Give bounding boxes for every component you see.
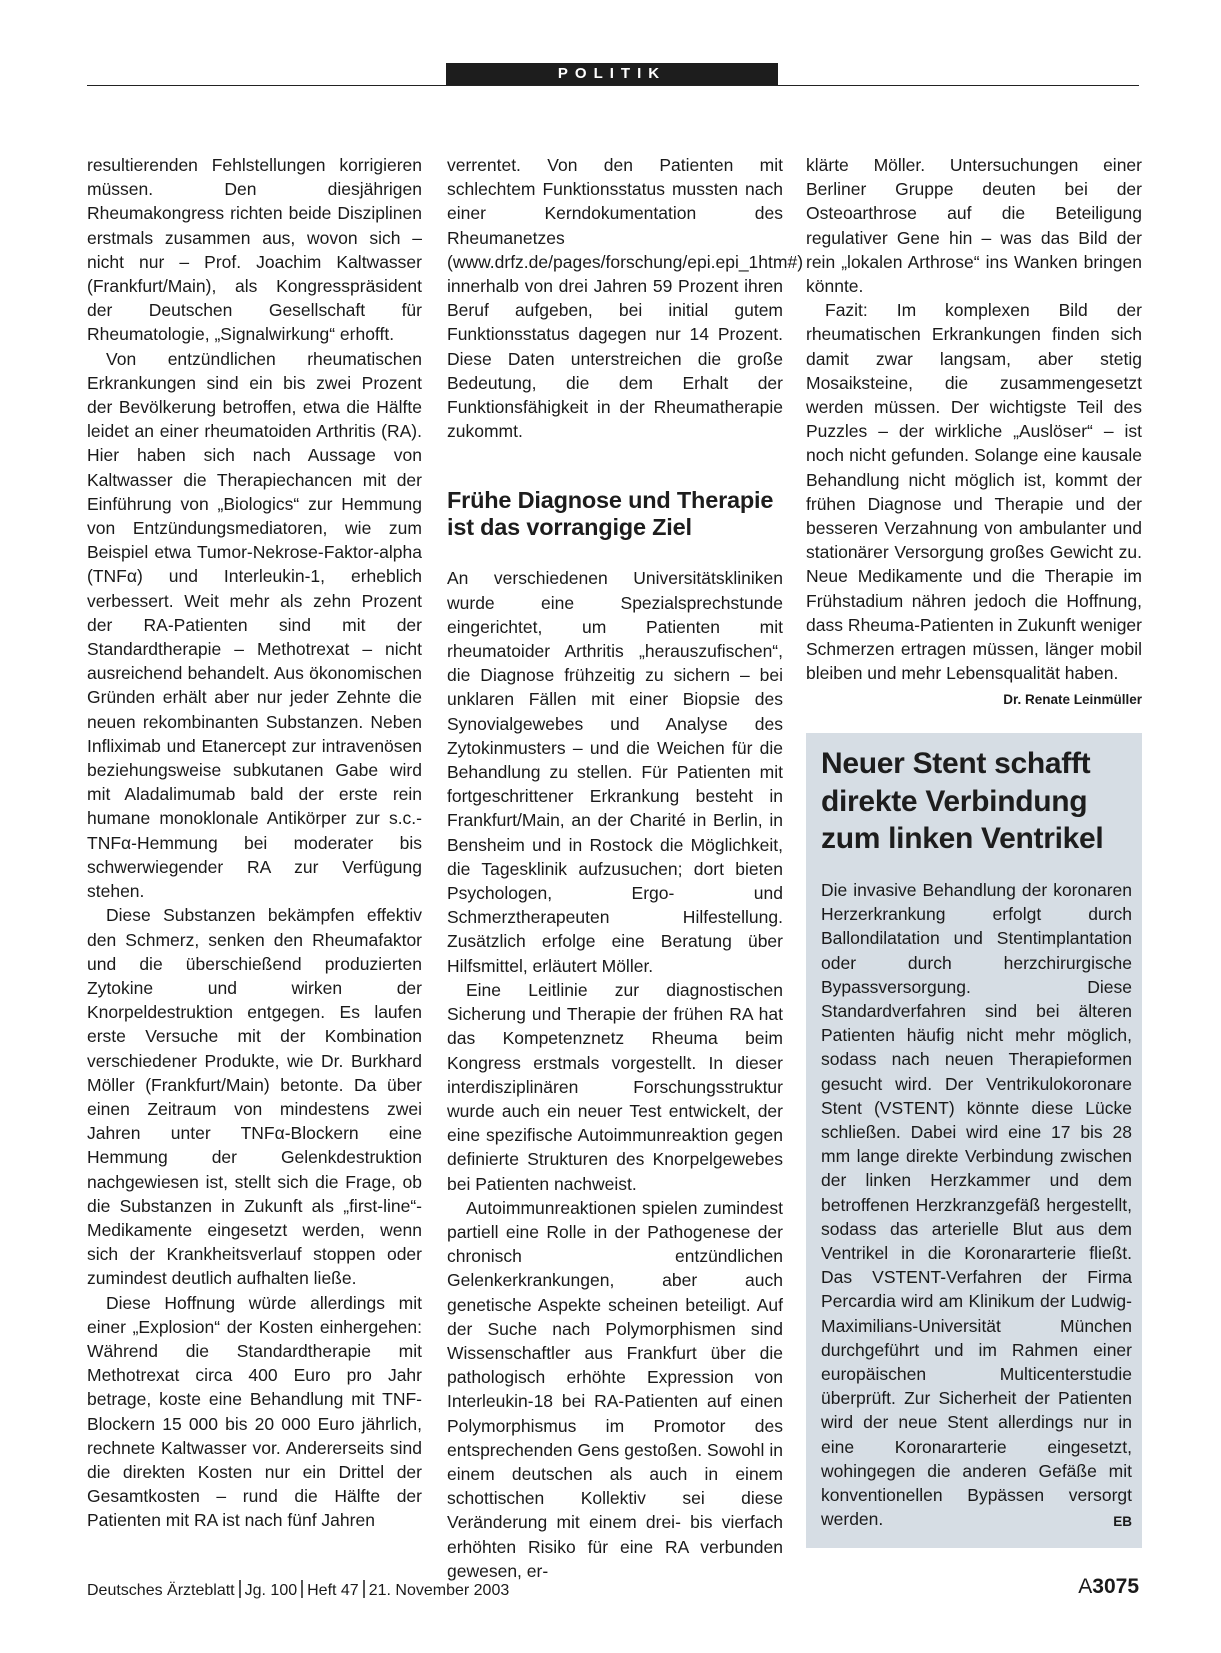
- journal-name: Deutsches Ärzteblatt: [87, 1582, 235, 1599]
- paragraph: Diese Hoffnung würde allerdings mit einer „Explosion“ der Kosten einhergehen: Während die Standardtherapie mit Methotrexat circa 400 Euro pro Jahr betrage, koste eine Behandlung mit TNF-Blockern 15 000 bis 20 000 Euro jährlich, rechnete Kaltwasser vor. Andererseits sind die direkten Kosten nur ein Drittel der Gesamtkosten – rund die Hälfte der Patienten mit RA ist nach fünf Jahren: [87, 1292, 422, 1531]
- date: 21. November 2003: [368, 1582, 510, 1599]
- paragraph: Eine Leitlinie zur diagnostischen Sicherung und Therapie der frühen RA hat das Kompetenznetz Rheuma beim Kongress erstmals vorgestellt. In dieser interdisziplinären Forschungsstruktur wurde auch ein neuer Test entwickelt, der eine spezifische Autoimmunreaktion gegen definierte Strukturen des Knorpelgewebes bei Patienten nachweist.: [447, 979, 783, 1194]
- box-text: [821, 878, 1132, 1534]
- separator: [301, 1580, 303, 1598]
- paragraph: [806, 298, 1142, 708]
- subheading: Frühe Diagnose und Therapie ist das vorrangige Ziel: [447, 487, 774, 541]
- paragraph: Diese Substanzen bekämpfen effektiv den Schmerz, senken den Rheumafaktor und die überschießend produzierten Zytokine und wirken der Knorpeldestruktion entgegen. Es laufen erste Versuche mit der Kombination verschiedener Produkte, wie Dr. Burkhard Möller (Frankfurt/Main) betonte. Da über einen Zeitraum von mindestens zwei Jahren unter TNFα-Blockern eine Hemmung der Gelenkdestruktion nachgewiesen ist, stellt sich die Frage, ob die Substanzen in Zukunft als „first-line“-Medikamente eingesetzt werden, wenn sich der Krankheitsverlauf stoppen oder zumindest deutlich aufhalten ließe.: [87, 905, 422, 1289]
- paragraph: Autoimmunreaktionen spielen zumindest partiell eine Rolle in der Pathogenese der chronisch entzündlichen Gelenkerkrankungen, aber auch genetische Aspekte scheinen beteiligt. Auf der Suche nach Polymorphismen sind Wissenschaftler aus Frankfurt über die pathologisch erhöhte Expression von Interleukin-18 bei RA-Patienten auf einen Polymorphismus im Promotor des entsprechenden Gens gestoßen. Sowohl in einem deutschen als auch in einem schottischen Kollektiv sei diese Veränderung mit einem drei- bis vierfach erhöhten Risiko für eine RA verbunden gewesen, er-: [447, 1197, 783, 1581]
- paragraph: verrentet. Von den Patienten mit schlechtem Funktionsstatus mussten nach einer Kerndokumentation des Rheumanetzes (www.drfz.de/pages/forschung/epi.epi_1htm#) innerhalb von drei Jahren 59 Prozent ihren Beruf aufgeben, bei initial gutem Funktionsstatus dagegen nur 14 Prozent. Diese Daten unterstreichen die große Bedeutung, die dem Erhalt der Funktionsfähigkeit in der Rheumatherapie zukommt.: [447, 155, 804, 442]
- volume: Jg. 100: [244, 1582, 298, 1599]
- column-1: [87, 153, 422, 1533]
- box-title: Neuer Stent schafft direkte Verbindung zum linken Ventrikel: [821, 747, 1104, 855]
- page-number-value: 3075: [1092, 1575, 1139, 1598]
- separator: [239, 1580, 241, 1598]
- column-2: [447, 153, 804, 1583]
- paragraph: An verschiedenen Universitätskliniken wurde eine Spezialsprechstunde eingerichtet, um Patienten mit rheumatoider Arthritis „herauszufischen“, die Diagnose frühzeitig zu sichern – bei unklaren Fällen mit einer Biopsie des Synovialgewebes und Analyse des Zytokinmusters – und die Weichen für die Behandlung zu stellen. Für Patienten mit fortgeschrittener Erkrankung besteht in Frankfurt/Main, an der Charité in Berlin, in Bensheim und in Rostock die Möglichkeit, die Tagesklinik aufzusuchen; dort bieten Psychologen, Ergo- und Schmerztherapeuten Hilfestellung. Zusätzlich erfolge eine Beratung über Hilfsmittel, erläutert Möller.: [447, 568, 783, 976]
- sidebar-box: [806, 733, 1142, 1548]
- box-author: EB: [1113, 1514, 1132, 1530]
- header-rule: [87, 85, 1139, 86]
- section-label: POLITIK: [446, 63, 778, 85]
- paragraph: klärte Möller. Untersuchungen einer Berliner Gruppe deuten bei der Osteoarthrose auf die Beteiligung regulativer Gene hin – was das Bild der rein „lokalen Arthrose“ ins Wanken bringen könnte.: [806, 155, 1142, 297]
- footer-citation: [87, 1580, 509, 1600]
- column-3: [806, 153, 1142, 713]
- page-number: [1078, 1575, 1139, 1599]
- author-byline: Dr. Renate Leinmüller: [1003, 692, 1142, 708]
- separator: [363, 1580, 365, 1598]
- page-prefix: A: [1078, 1575, 1093, 1598]
- paragraph: resultierenden Fehlstellungen korrigieren müssen. Den diesjährigen Rheumakongress richten beide Disziplinen erstmals zusammen aus, wovon sich – nicht nur – Prof. Joachim Kaltwasser (Frankfurt/Main), als Kongresspräsident der Deutschen Gesellschaft für Rheumatologie, „Signalwirkung“ erhofft.: [87, 155, 422, 345]
- paragraph-text: Fazit: Im komplexen Bild der rheumatischen Erkrankungen finden sich damit zwar langsam, aber stetig Mosaiksteine, die zusammengesetzt werden müssen. Der wichtigste Teil des Puzzles – der wirkliche „Auslöser“ – ist noch nicht gefunden. Solange eine kausale Behandlung nicht möglich ist, kommt der frühen Diagnose und Therapie und der besseren Verzahnung von ambulanter und stationärer Versorgung großes Gewicht zu. Neue Medikamente und die Therapie im Frühstadium nähren jedoch die Hoffnung, dass Rheuma-Patienten in Zukunft weniger Schmerzen ertragen müssen, länger mobil bleiben und mehr Lebensqualität haben.: [806, 300, 1142, 684]
- issue: Heft 47: [307, 1582, 359, 1599]
- paragraph: Von entzündlichen rheumatischen Erkrankungen sind ein bis zwei Prozent der Bevölkerung betroffen, etwa die Hälfte leidet an einer rheumatoiden Arthritis (RA). Hier haben sich nach Aussage von Kaltwasser die Therapiechancen mit der Einführung von „Biologics“ zur Hemmung von Entzündungsmediatoren, wie zum Beispiel etwa Tumor-Nekrose-Faktor-alpha (TNFα) und Interleukin-1, erheblich verbessert. Weit mehr als zehn Prozent der RA-Patienten sind mit der Standardtherapie – Methotrexat – nicht ausreichend behandelt. Aus ökonomischen Gründen erhält aber nur jeder Zehnte die neuen rekombinanten Substanzen. Neben Infliximab und Etanercept zur intravenösen beziehungsweise subkutanen Gabe wird mit Aladalimumab bald der erste rein humane monoklonale Antikörper zur s.c.-TNFα-Hemmung bei moderater bis schwerwiegender RA zur Verfügung stehen.: [87, 348, 422, 902]
- box-paragraph: Die invasive Behandlung der koronaren Herzerkrankung erfolgt durch Ballondilatation und Stentimplantation oder durch herzchirurgische Bypassversorgung. Diese Standardverfahren sind bei älteren Patienten häufig nicht mehr möglich, sodass nach neuen Therapieformen gesucht wird. Der Ventrikulokoronare Stent (VSTENT) könnte diese Lücke schließen. Dabei wird eine 17 bis 28 mm lange direkte Verbindung zwischen der linken Herzkammer und dem betroffenen Herzkranzgefäß hergestellt, sodass das arterielle Blut aus dem Ventrikel in die Koronararterie fließt. Das VSTENT-Verfahren der Firma Percardia wird am Klinikum der Ludwig-Maximilians-Universität München durchgeführt und im Rahmen einer europäischen Multicenterstudie überprüft. Zur Sicherheit der Patienten wird der neue Stent allerdings nur in eine Koronararterie eingesetzt, wohingegen die anderen Gefäße mit konventionellen Bypässen versorgt werden.: [821, 880, 1132, 1530]
